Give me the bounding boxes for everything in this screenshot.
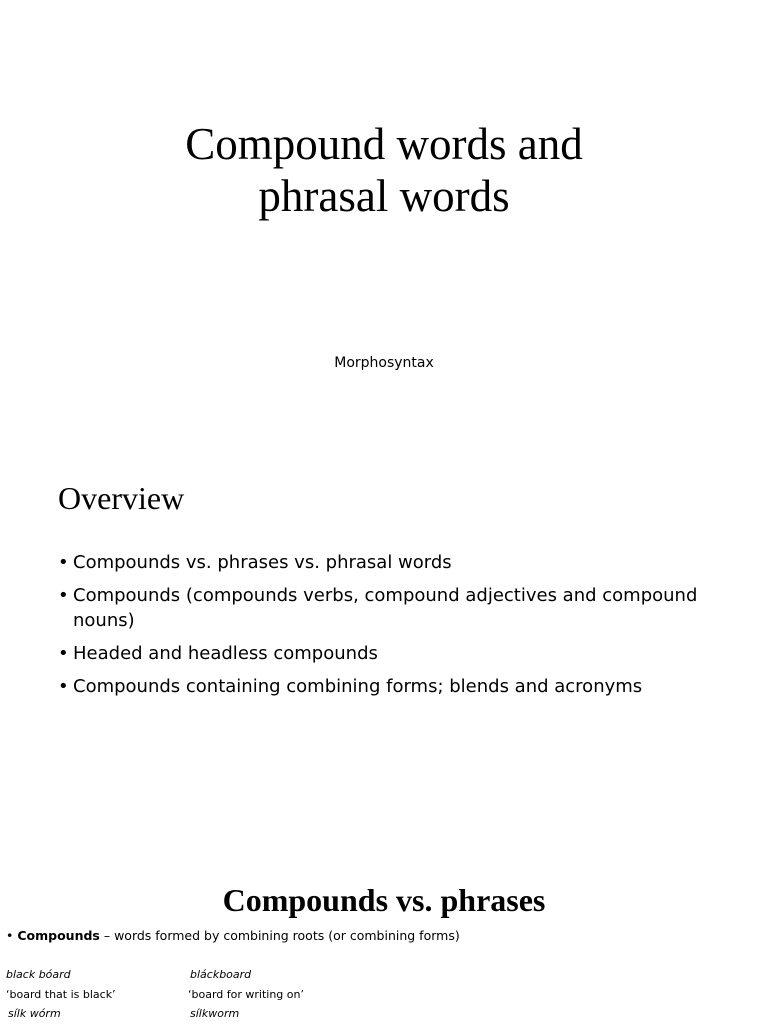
compounds-vs-phrases-slide xyxy=(0,860,768,1024)
bullet-icon: • xyxy=(6,928,14,943)
definition-term: Compounds xyxy=(17,928,100,943)
list-item xyxy=(58,674,728,699)
slide-title xyxy=(0,118,768,222)
slide-heading: Compounds vs. phrases xyxy=(222,882,546,918)
list-item-text: Compounds (compounds verbs, compound adjectives and compound nouns) xyxy=(73,585,698,631)
list-item-text: Compounds vs. phrases vs. phrasal words xyxy=(73,552,452,573)
compound-gloss: ‘board for writing on’ xyxy=(188,988,304,1001)
compound-example: sílkworm xyxy=(190,1007,240,1020)
slide-subtitle: Morphosyntax xyxy=(334,355,434,371)
title-line-1: Compound words and xyxy=(185,119,583,169)
phrase-example: black bóard xyxy=(6,968,71,981)
list-item xyxy=(58,641,728,666)
list-item-text: Compounds containing combining forms; blends and acronyms xyxy=(73,676,643,697)
bullet-icon: • xyxy=(58,676,69,697)
phrase-gloss: ‘board that is black’ xyxy=(6,988,116,1001)
list-item xyxy=(58,583,728,633)
overview-heading: Overview xyxy=(58,480,185,516)
bullet-icon: • xyxy=(58,643,69,664)
title-line-2: phrasal words xyxy=(258,171,510,221)
bullet-icon: • xyxy=(58,585,69,606)
list-item-text: Headed and headless compounds xyxy=(73,643,378,664)
bullet-icon: • xyxy=(58,552,69,573)
phrase-example: sílk wórm xyxy=(8,1007,61,1020)
title-slide xyxy=(0,0,768,440)
definition-bullet xyxy=(6,928,460,943)
overview-slide xyxy=(0,440,768,840)
overview-bullet-list xyxy=(58,550,728,707)
compound-example: bláckboard xyxy=(190,968,252,981)
list-item xyxy=(58,550,728,575)
definition-text: – words formed by combining roots (or combining forms) xyxy=(99,928,460,943)
